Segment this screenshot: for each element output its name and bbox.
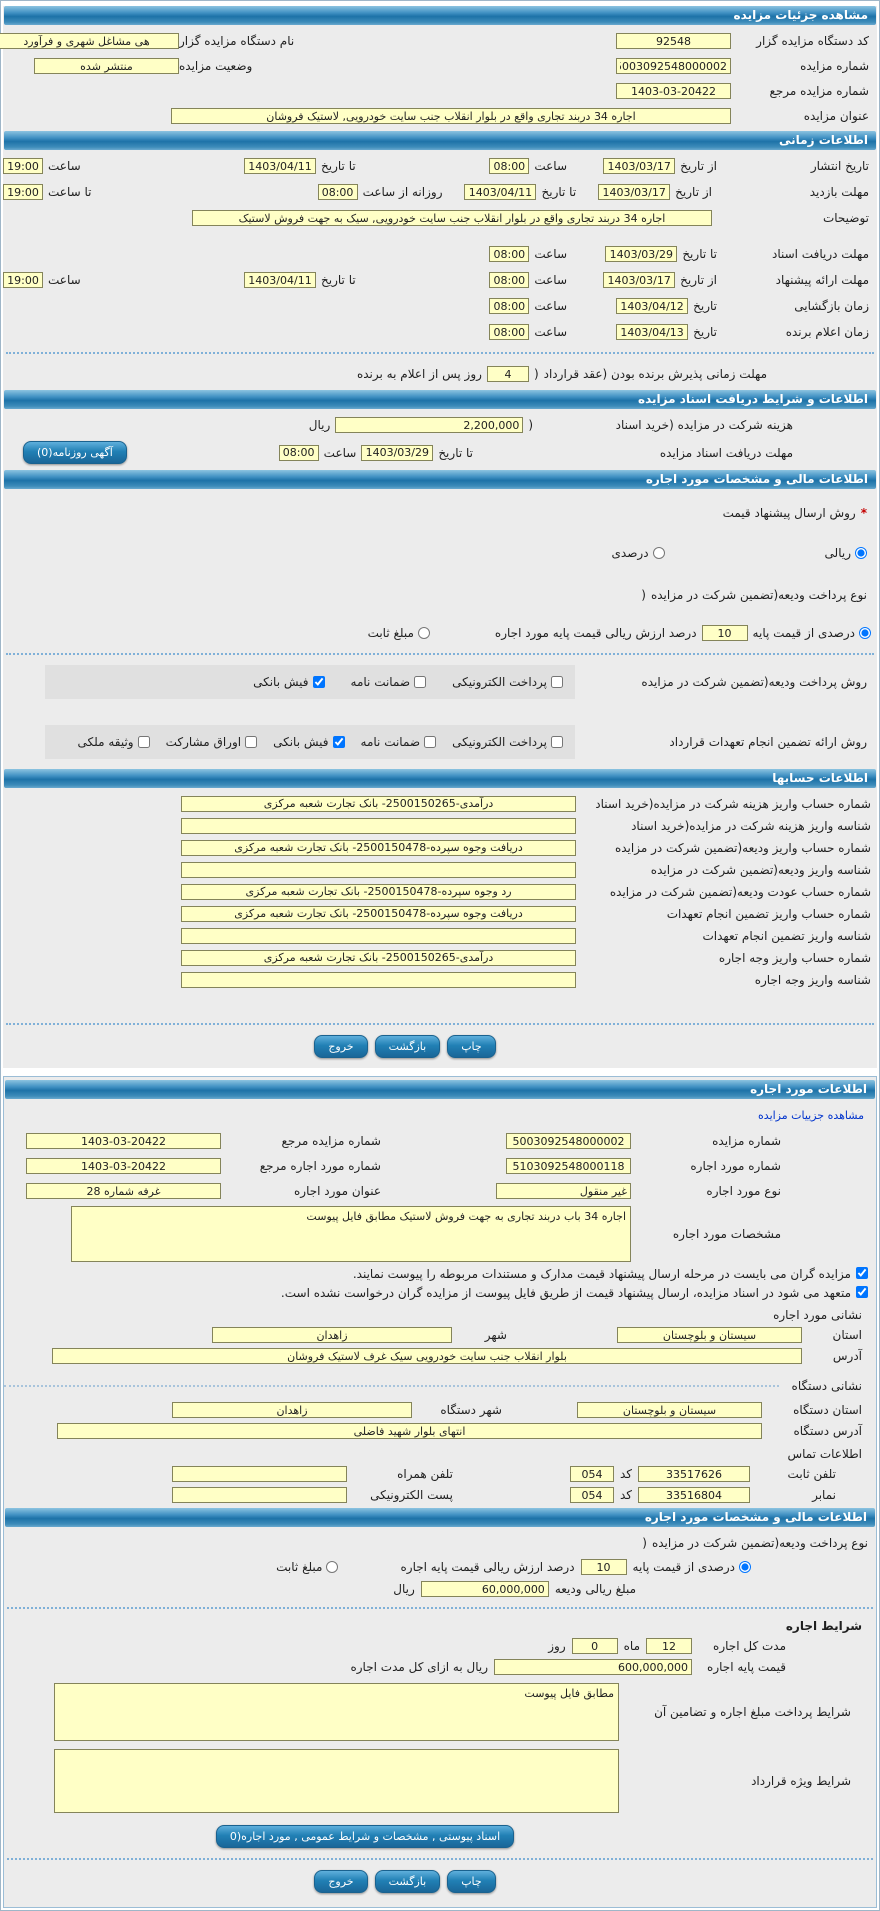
electronic-payment-checkbox[interactable] <box>551 736 563 748</box>
hour-label: ساعت <box>534 299 567 313</box>
deposit-pay-band <box>45 665 575 699</box>
rial-option-label: ریالی <box>824 546 851 560</box>
row-item-province <box>4 1327 876 1343</box>
percent-base-suffix: درصد ارزش ریالی قیمت پایه مورد اجاره <box>494 626 697 640</box>
option-electronic-payment[interactable] <box>452 675 563 689</box>
actions-row-bottom <box>4 1870 876 1893</box>
terms-title: شرایط اجاره <box>785 1619 862 1633</box>
account-label: شماره حساب واریز وجه اجاره <box>718 950 871 965</box>
row-docs-receive-deadline <box>3 441 877 464</box>
dotted-divider <box>7 1607 873 1609</box>
percent-radio[interactable] <box>653 547 665 559</box>
attach-docs-checkbox[interactable] <box>856 1267 868 1279</box>
option-label: پرداخت الکترونیکی <box>452 675 547 689</box>
dotted-divider <box>6 653 874 655</box>
row-offer-deadline <box>3 270 877 290</box>
phone-label: تلفن ثابت <box>787 1467 836 1481</box>
item-type-input[interactable] <box>496 1183 631 1199</box>
row-base-price <box>4 1659 876 1675</box>
duration-label: مدت کل اجاره <box>713 1639 786 1653</box>
rial-option[interactable] <box>825 546 867 560</box>
base-price-input[interactable] <box>494 1659 692 1675</box>
percent-base-option[interactable] <box>633 1560 751 1574</box>
fee-label: هزینه شرکت در مزایده (خرید اسناد <box>615 418 793 432</box>
percent-base-input[interactable] <box>581 1559 627 1575</box>
deposit-type-label: نوع پرداخت ودیعه(تضمین شرکت در مزایده <box>651 1536 868 1550</box>
fax-label: نمابر <box>812 1488 836 1502</box>
months-label: ماه <box>623 1639 640 1653</box>
city-label: شهر <box>484 1328 507 1342</box>
paren: ( <box>641 588 646 602</box>
offer-from-time-input[interactable] <box>489 272 529 288</box>
auction-no-label: شماره مزایده <box>800 59 869 73</box>
section-header-accounts <box>4 769 876 788</box>
option-electronic-payment[interactable] <box>452 735 563 749</box>
percent-base-radio[interactable] <box>859 627 871 639</box>
days-input[interactable] <box>572 1638 618 1654</box>
special-terms-label: شرایط ویژه قرارداد <box>751 1774 851 1788</box>
offer-to-date-input[interactable] <box>244 272 316 288</box>
org-code-label: کد دستگاه مزایده گزار <box>756 34 869 48</box>
percent-base-input[interactable] <box>702 625 748 641</box>
hour-label: ساعت <box>48 159 81 173</box>
electronic-payment-checkbox[interactable] <box>551 676 563 688</box>
hour-label: ساعت <box>534 273 567 287</box>
percent-base-label: درصدی از قیمت پایه <box>752 626 855 640</box>
exit-button[interactable]: خروج <box>314 1035 367 1058</box>
auction-title-input[interactable] <box>171 108 731 124</box>
special-terms-textarea[interactable] <box>54 1749 619 1813</box>
price-method-label: روش ارسال پیشنهاد قیمت <box>722 506 856 520</box>
mobile-label: تلفن همراه <box>397 1467 453 1481</box>
row-deposit-pay-methods <box>3 665 877 699</box>
row-special-terms <box>4 1749 876 1813</box>
option-guarantee-letter[interactable] <box>351 675 427 689</box>
row-org-code <box>3 31 877 51</box>
province-label: استان <box>832 1328 862 1342</box>
account-input[interactable] <box>181 972 576 988</box>
guarantee-letter-checkbox[interactable] <box>424 736 436 748</box>
opening-time-input[interactable] <box>489 298 529 314</box>
offer-to-time-input[interactable] <box>3 272 43 288</box>
account-row <box>3 970 877 989</box>
account-input[interactable] <box>181 840 576 856</box>
row-view-link <box>4 1105 876 1125</box>
back-button[interactable]: بازگشت <box>375 1870 441 1893</box>
publish-label: تاریخ انتشار <box>810 159 869 173</box>
row-fax <box>4 1487 876 1503</box>
mobile-input[interactable] <box>172 1466 347 1482</box>
org-city-input[interactable] <box>172 1402 412 1418</box>
row-deposit-type-2 <box>4 1533 876 1553</box>
publish-from-time-input[interactable] <box>489 158 529 174</box>
percent-base-suffix: درصد ارزش ریالی قیمت پایه اجاره <box>400 1560 575 1574</box>
winner-time-input[interactable] <box>489 324 529 340</box>
visit-to-date-input[interactable] <box>464 184 536 200</box>
row-guarantee-methods <box>3 725 877 759</box>
account-row <box>3 904 877 923</box>
to-date-label: تا تاریخ <box>321 159 356 173</box>
opening-label: زمان بازگشایی <box>794 299 869 313</box>
docs-deadline-date-input[interactable] <box>605 246 677 262</box>
row-visit-deadline <box>3 182 877 202</box>
date-label: تاریخ <box>693 325 717 339</box>
city-input[interactable] <box>212 1327 452 1343</box>
item-spec-label: مشخصات مورد اجاره <box>672 1227 781 1241</box>
account-row <box>3 794 877 813</box>
row-winner-time <box>3 322 877 342</box>
section-header-financial-2 <box>5 1508 875 1527</box>
percent-base-label: درصدی از قیمت پایه <box>632 1560 735 1574</box>
no-price-file-text: متعهد می شود در اسناد مزایده، ارسال پیشنهاد قیمت از طریق فایل پیوست از مزایده گران درخواست نشده است. <box>280 1286 851 1300</box>
option-label: اوراق مشارکت <box>165 735 242 749</box>
auction-ref-input[interactable] <box>26 1133 221 1149</box>
auction-no-input[interactable] <box>506 1133 631 1149</box>
newspaper-ads-button[interactable]: آگهی روزنامه(0) <box>23 441 127 464</box>
org-name-label: نام دستگاه مزایده گزار <box>179 34 295 48</box>
publish-to-time-input[interactable] <box>3 158 43 174</box>
publish-to-date-input[interactable] <box>244 158 316 174</box>
description-input[interactable] <box>192 210 712 226</box>
participation-bonds-checkbox[interactable] <box>245 736 257 748</box>
row-participation-fee <box>3 415 877 435</box>
item-no-label: شماره مورد اجاره <box>690 1159 781 1173</box>
row-item-spec <box>4 1206 876 1262</box>
status-input[interactable] <box>34 58 179 74</box>
fixed-amount-option[interactable] <box>276 1560 338 1574</box>
accept-days-input[interactable] <box>487 366 529 382</box>
row-no-price-file-check <box>4 1286 876 1300</box>
attachments-button[interactable]: اسناد پیوستی , مشخصات و شرایط عمومی , مورد اجاره(0 <box>216 1825 514 1848</box>
docs-receive-label: مهلت دریافت اسناد مزایده <box>659 445 793 460</box>
row-auction-title <box>3 106 877 126</box>
row-attach-docs-check <box>4 1267 876 1281</box>
row-auction-no-2 <box>4 1131 876 1151</box>
section-title: اطلاعات حسابها <box>772 771 868 785</box>
row-price-method <box>3 503 877 523</box>
section-title: اطلاعات مورد اجاره <box>750 1082 867 1096</box>
option-label: فیش بانکی <box>273 735 329 749</box>
province-input[interactable] <box>617 1327 802 1343</box>
to-hour-label: تا ساعت <box>48 185 92 199</box>
docs-deadline-label: مهلت دریافت اسناد <box>771 247 869 261</box>
item-address-title: نشانی مورد اجاره <box>773 1308 862 1322</box>
row-org-address-title <box>4 1376 876 1396</box>
actions-row-top <box>3 1035 877 1058</box>
section-title: اطلاعات زمانی <box>779 133 868 147</box>
paren: ( <box>533 367 539 381</box>
row-deposit-type-options <box>3 623 877 643</box>
docs-receive-time-input[interactable] <box>279 445 319 461</box>
fax-code-input[interactable] <box>570 1487 614 1503</box>
no-price-file-checkbox[interactable] <box>856 1286 868 1298</box>
visit-from-date-input[interactable] <box>598 184 670 200</box>
item-title-input[interactable] <box>26 1183 221 1199</box>
rial-radio[interactable] <box>855 547 867 559</box>
days-label: روز <box>548 1639 566 1653</box>
print-button[interactable]: چاپ <box>447 1870 496 1893</box>
account-row <box>3 816 877 835</box>
option-label: فیش بانکی <box>253 675 309 689</box>
bank-receipt-checkbox[interactable] <box>313 676 325 688</box>
fee-unit-label: ریال <box>308 418 331 432</box>
org-province-label: استان دستگاه <box>793 1403 862 1417</box>
property-collateral-checkbox[interactable] <box>138 736 150 748</box>
account-row <box>3 860 877 879</box>
address-label: آدرس <box>832 1349 862 1363</box>
hour-label: ساعت <box>323 445 357 460</box>
org-city-label: شهر دستگاه <box>440 1403 502 1417</box>
fixed-amount-option[interactable] <box>368 626 430 640</box>
visit-label: مهلت بازدید <box>809 185 869 199</box>
deposit-type-label: نوع پرداخت ودیعه(تضمین شرکت در مزایده <box>650 588 867 602</box>
percent-option[interactable] <box>612 546 665 560</box>
row-org-address <box>4 1423 876 1439</box>
section-title: اطلاعات مالی و مشخصات مورد اجاره <box>645 472 868 486</box>
winner-label: زمان اعلام برنده <box>785 325 869 339</box>
base-price-suffix: ریال به ازای کل مدت اجاره <box>350 1660 488 1674</box>
section-header-auction-details <box>4 6 876 25</box>
row-auction-no <box>3 56 877 76</box>
hour-label: ساعت <box>48 273 81 287</box>
area-code-label: کد <box>619 1488 632 1502</box>
payment-terms-textarea[interactable] <box>54 1683 619 1741</box>
account-input[interactable] <box>181 796 576 812</box>
account-label: شماره حساب عودت ودیعه(تضمین شرکت در مزایده <box>609 884 871 899</box>
fixed-amount-label: مبلغ ثابت <box>276 1560 323 1574</box>
auction-details-panel <box>3 6 877 1068</box>
item-ref-input[interactable] <box>26 1158 221 1174</box>
option-property-collateral[interactable] <box>78 735 150 749</box>
section-header-time-info <box>4 131 876 150</box>
account-label: شناسه واریز وجه اجاره <box>754 972 871 987</box>
row-accept-deadline <box>3 364 877 384</box>
publish-from-date-input[interactable] <box>603 158 675 174</box>
option-guarantee-letter[interactable] <box>361 735 437 749</box>
auction-ref-label: شماره مزایده مرجع <box>281 1134 381 1148</box>
date-label: تاریخ <box>693 299 717 313</box>
email-label: پست الکترونیکی <box>370 1488 453 1502</box>
percent-base-radio[interactable] <box>739 1561 751 1573</box>
account-row <box>3 882 877 901</box>
area-code-label: کد <box>619 1467 632 1481</box>
rental-item-panel <box>3 1076 877 1908</box>
dotted-divider <box>4 1385 779 1387</box>
percent-option-label: درصدی <box>611 546 649 560</box>
row-price-method-options <box>3 543 877 563</box>
email-input[interactable] <box>172 1487 347 1503</box>
section-header-rental-item <box>5 1080 875 1099</box>
org-address-title: نشانی دستگاه <box>791 1379 862 1393</box>
to-date-label: تا تاریخ <box>541 185 577 199</box>
auction-no-input[interactable] <box>616 58 731 74</box>
row-opening-time <box>3 296 877 316</box>
row-auction-ref <box>3 81 877 101</box>
account-input[interactable] <box>181 818 576 834</box>
fixed-amount-radio[interactable] <box>418 627 430 639</box>
winner-date-input[interactable] <box>616 324 688 340</box>
daily-from-label: روزانه از ساعت <box>362 185 443 199</box>
row-publish-dates <box>3 156 877 176</box>
contact-title: اطلاعات تماس <box>787 1447 862 1461</box>
visit-daily-to-input[interactable] <box>3 184 43 200</box>
hour-label: ساعت <box>534 325 567 339</box>
guarantee-band <box>45 725 575 759</box>
account-input[interactable] <box>181 906 576 922</box>
base-price-label: قیمت پایه اجاره <box>707 1660 786 1674</box>
section-title: مشاهده جزئیات مزایده <box>733 8 868 22</box>
option-participation-bonds[interactable] <box>166 735 257 749</box>
status-label: وضعیت مزایده <box>179 59 253 73</box>
deposit-amount-input[interactable] <box>421 1581 549 1597</box>
accept-deadline-label: مهلت زمانی پذیرش برنده بودن (عقد قرارداد <box>543 367 767 381</box>
row-item-no <box>4 1156 876 1176</box>
required-asterisk: * <box>860 506 867 520</box>
org-address-input[interactable] <box>57 1423 762 1439</box>
fixed-amount-label: مبلغ ثابت <box>367 626 414 640</box>
back-button[interactable]: بازگشت <box>375 1035 441 1058</box>
hour-label: ساعت <box>534 247 567 261</box>
dotted-divider <box>6 1023 874 1025</box>
option-label: ضمانت نامه <box>350 675 411 689</box>
from-date-label: از تاریخ <box>680 273 717 287</box>
section-title: اطلاعات و شرایط دریافت اسناد مزایده <box>637 392 868 406</box>
rial-unit-label: ریال <box>393 1582 415 1596</box>
months-input[interactable] <box>646 1638 692 1654</box>
offer-from-date-input[interactable] <box>603 272 675 288</box>
account-row <box>3 926 877 945</box>
guarantee-method-label: روش ارائه تضمین انجام تعهدات قرارداد <box>669 735 867 749</box>
row-item-type <box>4 1181 876 1201</box>
org-province-input[interactable] <box>577 1402 762 1418</box>
fax-input[interactable] <box>638 1487 750 1503</box>
view-auction-details-link[interactable]: مشاهده جزییات مزایده <box>758 1108 864 1122</box>
opening-date-input[interactable] <box>616 298 688 314</box>
option-label: ضمانت نامه <box>360 735 421 749</box>
percent-base-option[interactable] <box>753 626 871 640</box>
auction-no-label: شماره مزایده <box>712 1134 781 1148</box>
guarantee-letter-checkbox[interactable] <box>414 676 426 688</box>
row-docs-deadline <box>3 244 877 264</box>
section-header-docs <box>4 390 876 409</box>
deposit-pay-label: روش پرداخت ودیعه(تضمین شرکت در مزایده <box>641 675 867 689</box>
row-deposit-type <box>3 585 877 605</box>
to-date-label: تا تاریخ <box>321 273 356 287</box>
row-deposit-type-options-2 <box>4 1559 876 1575</box>
item-title-label: عنوان مورد اجاره <box>293 1184 381 1198</box>
section-title: اطلاعات مالی و مشخصات مورد اجاره <box>644 1510 867 1524</box>
description-label: توضیحات <box>822 211 869 225</box>
payment-terms-label: شرایط پرداخت مبلغ اجاره و تضامین آن <box>654 1705 851 1719</box>
print-button[interactable]: چاپ <box>447 1035 496 1058</box>
org-address-label: آدرس دستگاه <box>793 1424 862 1438</box>
from-date-label: از تاریخ <box>675 185 712 199</box>
account-label: شناسه واریز هزینه شرکت در مزایده(خرید اسناد <box>631 818 871 833</box>
deposit-amount-label: مبلغ ریالی ودیعه <box>554 1582 636 1596</box>
phone-input[interactable] <box>638 1466 750 1482</box>
account-label: شماره حساب واریز هزینه شرکت در مزایده(خرید اسناد <box>595 796 871 811</box>
row-deposit-amount <box>4 1581 876 1597</box>
account-label: شماره حساب واریز تضمین انجام تعهدات <box>666 906 871 921</box>
account-row <box>3 948 877 967</box>
row-phone <box>4 1466 876 1482</box>
docs-receive-date-input[interactable] <box>361 445 433 461</box>
hour-label: ساعت <box>534 159 567 173</box>
exit-button[interactable]: خروج <box>314 1870 367 1893</box>
account-row <box>3 838 877 857</box>
item-spec-textarea[interactable] <box>71 1206 631 1262</box>
option-bank-receipt[interactable] <box>273 735 344 749</box>
row-attachments-button <box>4 1825 876 1848</box>
accept-deadline-suffix: روز پس از اعلام به برنده <box>356 367 482 381</box>
fixed-amount-radio[interactable] <box>326 1561 338 1573</box>
option-label: وثیقه ملکی <box>77 735 134 749</box>
docs-deadline-time-input[interactable] <box>489 246 529 262</box>
account-label: شماره حساب واریز ودیعه(تضمین شرکت در مزایده <box>614 840 871 855</box>
account-label: شناسه واریز تضمین انجام تعهدات <box>702 928 871 943</box>
account-input[interactable] <box>181 884 576 900</box>
attach-docs-text: مزایده گران می بایست در مرحله ارسال پیشنهاد قیمت مدارک و مستندات مربوطه را پیوست نمایند. <box>352 1267 851 1281</box>
dotted-divider <box>6 352 874 354</box>
auction-title-label: عنوان مزایده <box>803 109 869 123</box>
address-input[interactable] <box>52 1348 802 1364</box>
to-date-label: تا تاریخ <box>438 445 473 460</box>
account-input[interactable] <box>181 950 576 966</box>
paren: ( <box>642 1536 647 1550</box>
row-duration <box>4 1638 876 1654</box>
bank-receipt-checkbox[interactable] <box>333 736 345 748</box>
option-label: پرداخت الکترونیکی <box>452 735 547 749</box>
paren: ( <box>528 418 533 432</box>
from-date-label: از تاریخ <box>680 159 717 173</box>
section-header-financial-1 <box>4 470 876 489</box>
org-code-input[interactable] <box>616 33 731 49</box>
offer-label: مهلت ارائه پیشنهاد <box>775 273 869 287</box>
dotted-divider <box>7 1858 873 1860</box>
fee-input[interactable] <box>335 417 523 433</box>
item-ref-label: شماره مورد اجاره مرجع <box>259 1159 381 1173</box>
row-description <box>3 208 877 228</box>
row-payment-terms <box>4 1683 876 1741</box>
to-date-label: تا تاریخ <box>682 247 717 261</box>
org-name-input[interactable] <box>0 33 179 49</box>
auction-ref-label: شماره مزایده مرجع <box>769 84 869 98</box>
account-label: شناسه واریز ودیعه(تضمین شرکت در مزایده <box>650 862 871 877</box>
account-input[interactable] <box>181 862 576 878</box>
row-org-province <box>4 1402 876 1418</box>
item-no-input[interactable] <box>506 1158 631 1174</box>
auction-ref-input[interactable] <box>616 83 731 99</box>
visit-daily-from-input[interactable] <box>318 184 358 200</box>
item-type-label: نوع مورد اجاره <box>706 1184 781 1198</box>
option-bank-receipt[interactable] <box>253 675 324 689</box>
account-input[interactable] <box>181 928 576 944</box>
row-item-address <box>4 1348 876 1364</box>
phone-code-input[interactable] <box>570 1466 614 1482</box>
